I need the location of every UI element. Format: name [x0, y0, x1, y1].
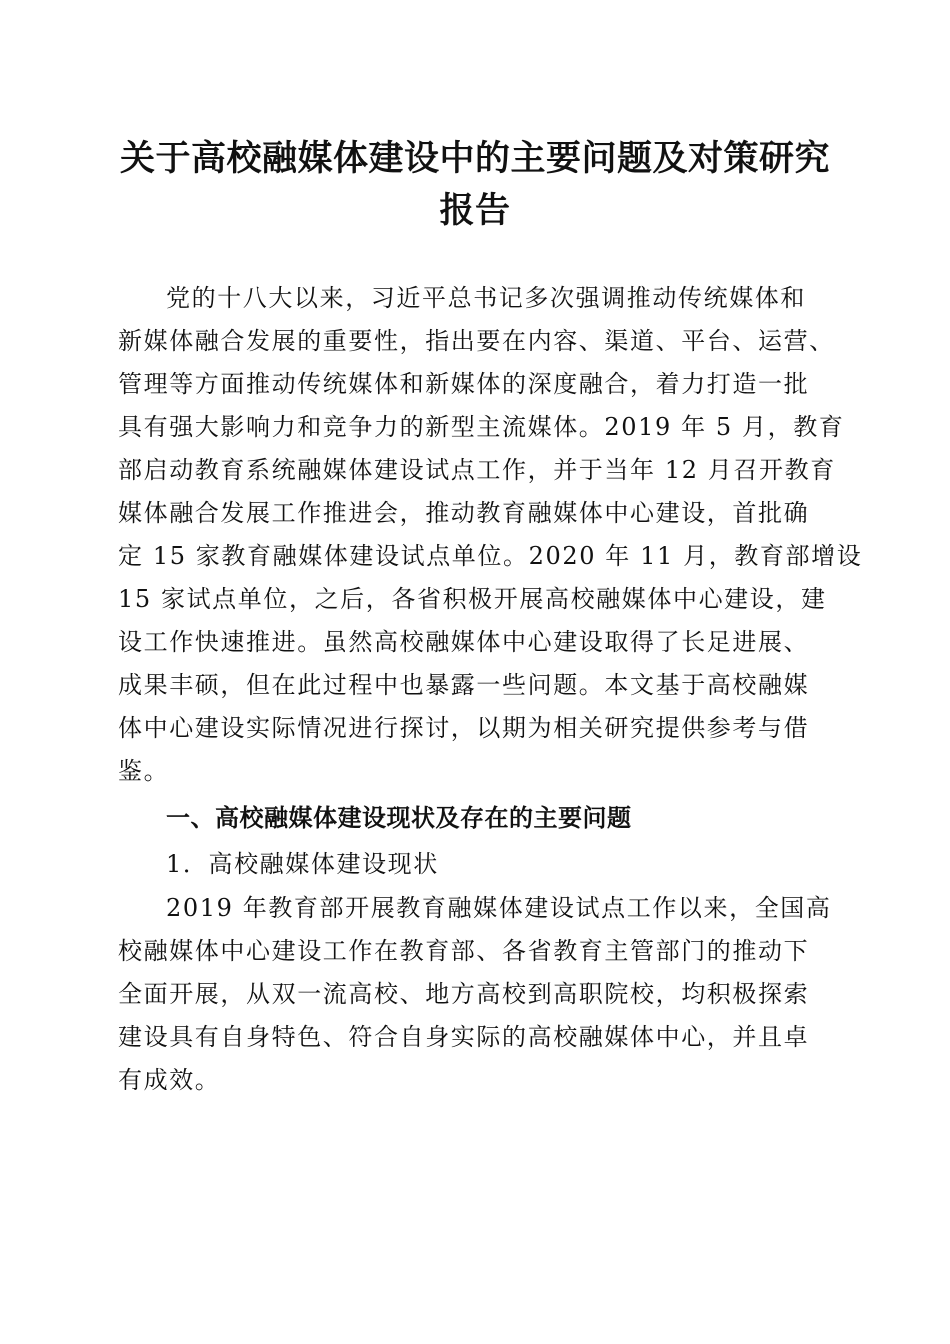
document-title [100, 133, 850, 237]
paragraph-line: 媒体融合发展工作推进会，推动教育融媒体中心建设，首批确 [118, 499, 810, 527]
paragraph-line: 具有强大影响力和竞争力的新型主流媒体。2019 年 5 月，教育 [118, 413, 845, 441]
paragraph-line: 新媒体融合发展的重要性，指出要在内容、渠道、平台、运营、 [118, 327, 835, 355]
paragraph-line: 体中心建设实际情况进行探讨，以期为相关研究提供参考与借 [118, 714, 810, 742]
paragraph-line: 15 家试点单位，之后，各省积极开展高校融媒体中心建设，建 [118, 585, 827, 613]
paragraph-line: 部启动教育系统融媒体建设试点工作，并于当年 12 月召开教育 [118, 456, 836, 484]
paragraph-line: 定 15 家教育融媒体建设试点单位。2020 年 11 月，教育部增设 [118, 542, 863, 570]
section-heading: 一、高校融媒体建设现状及存在的主要问题 [166, 804, 632, 832]
paragraph-line: 有成效。 [118, 1066, 221, 1094]
paragraph-line: 全面开展，从双一流高校、地方高校到高职院校，均积极探索 [118, 980, 810, 1008]
paragraph-line: 党的十八大以来，习近平总书记多次强调推动传统媒体和 [166, 284, 806, 312]
paragraph-line: 建设具有自身特色、符合自身实际的高校融媒体中心，并且卓 [118, 1023, 810, 1051]
subsection-heading: 1．高校融媒体建设现状 [166, 850, 439, 878]
paragraph-line: 设工作快速推进。虽然高校融媒体中心建设取得了长足进展、 [118, 628, 810, 656]
paragraph-line: 鉴。 [118, 757, 170, 785]
paragraph-line: 管理等方面推动传统媒体和新媒体的深度融合，着力打造一批 [118, 370, 810, 398]
title-line: 关于高校融媒体建设中的主要问题及对策研究 [119, 139, 830, 179]
paragraph-line: 成果丰硕，但在此过程中也暴露一些问题。本文基于高校融媒 [118, 671, 810, 699]
paragraph-line: 校融媒体中心建设工作在教育部、各省教育主管部门的推动下 [118, 937, 810, 965]
paragraph-line: 2019 年教育部开展教育融媒体建设试点工作以来，全国高 [166, 894, 832, 922]
title-line: 报告 [439, 191, 511, 231]
